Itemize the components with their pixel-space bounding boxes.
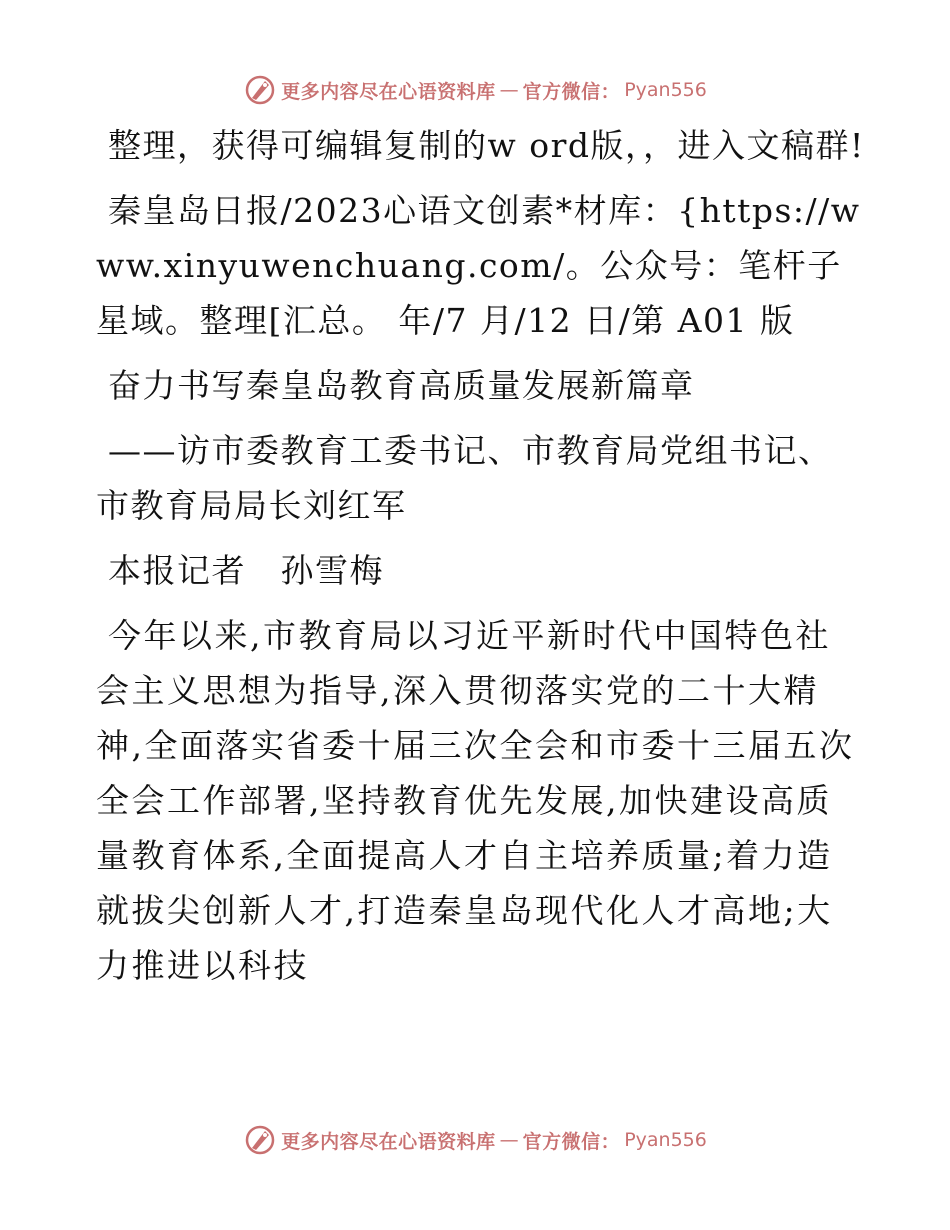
footer-banner bbox=[0, 1122, 950, 1158]
article-body-paragraph: 今年以来,市教育局以习近平新时代中国特色社会主义思想为指导,深入贯彻落实党的二十大精神,全面落实省委十届三次全会和市委十三届五次全会工作部署,坚持教育优先发展,加快建设高质量教育体系,全面提高人才自主培养质量;着力造就拔尖创新人才,打造秦皇岛现代化人才高地;大力推进以科技 bbox=[96, 616, 855, 985]
article-subtitle: ——访市委教育工委书记、市教育局党组书记、市教育局局长刘红军 bbox=[96, 431, 833, 525]
banner-main-text: 更多内容尽在心语资料库 bbox=[281, 1130, 496, 1153]
reporter-byline: 本报记者 孙雪梅 bbox=[108, 551, 384, 590]
intro-paragraph: 整理，获得可编辑复制的w ord版，，进入文稿群! bbox=[108, 126, 865, 165]
banner-wechat-id: Pyan556 bbox=[624, 79, 707, 101]
article-title: 奋力书写秦皇岛教育高质量发展新篇章 bbox=[108, 366, 695, 405]
banner-wechat-label: 官方微信： bbox=[522, 1130, 621, 1153]
banner-separator: — bbox=[499, 1129, 519, 1151]
source-paragraph: 秦皇岛日报/2023心语文创素*材库：{https://www.xinyuwenchuang.com/。公众号：笔杆子星域。整理[汇总。 年/7 月/12 日/第 A01 版 bbox=[96, 191, 861, 340]
document-body bbox=[96, 118, 866, 1003]
pen-nib-icon bbox=[243, 1123, 277, 1157]
banner-wechat-label: 官方微信： bbox=[522, 80, 621, 103]
banner-main-text: 更多内容尽在心语资料库 bbox=[281, 80, 496, 103]
pen-nib-icon bbox=[243, 73, 277, 107]
header-banner-content bbox=[243, 73, 707, 107]
banner-separator: — bbox=[499, 79, 519, 101]
banner-wechat-id: Pyan556 bbox=[624, 1129, 707, 1151]
footer-banner-content bbox=[243, 1123, 707, 1157]
header-banner bbox=[0, 72, 950, 108]
